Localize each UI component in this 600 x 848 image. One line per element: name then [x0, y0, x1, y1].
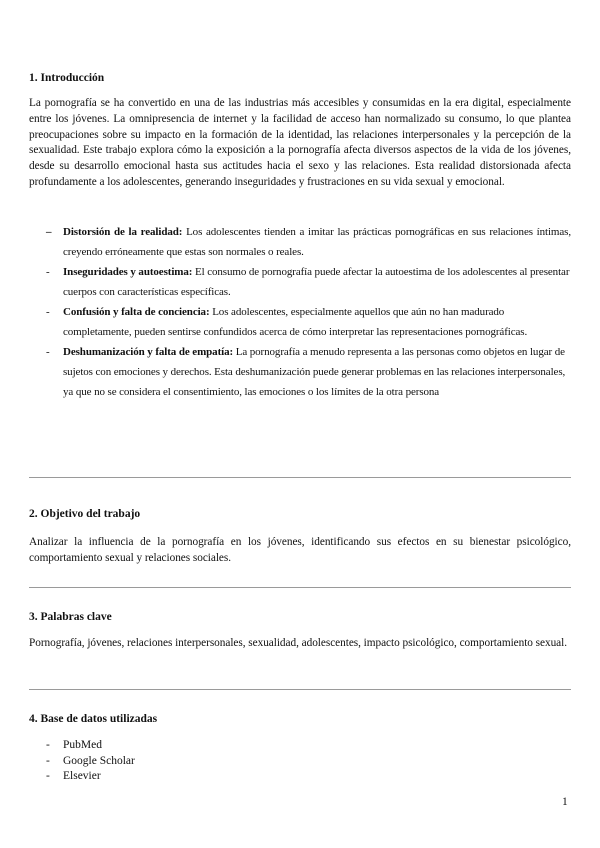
introduction-bullets	[29, 222, 571, 402]
section-heading-databases: 4. Base de datos utilizadas	[29, 713, 158, 725]
list-item	[29, 262, 571, 302]
section-heading-introduction: 1. Introducción	[29, 72, 105, 84]
databases-list	[29, 738, 571, 785]
bullet-text: El consumo de pornografía puede afectar la autoestima de los adolescentes al presentar cuerpos con características específicas.	[63, 266, 570, 298]
introduction-paragraph: La pornografía se ha convertido en una de las industrias más accesibles y consumidas en la era digital, especialmente entre los jóvenes. La omnipresencia de internet y la facilidad de acceso han normalizado su consumo, lo que plantea preocupaciones sobre su impacto en la formación de la identidad, las relaciones interpersonales y la percepción de la sexualidad. Este trabajo explora cómo la exposición a la pornografía afecta diversos aspectos de la vida de los jóvenes, desde su desarrollo emocional hasta sus actitudes hacia el sexo y las relaciones. Esta realidad distorsionada afecta profundamente a los adolescentes, generando inseguridades y frustraciones en su vida sexual y emocional.	[29, 97, 571, 188]
bullet-term: Distorsión de la realidad:	[63, 226, 183, 238]
bullet-marker: -	[46, 266, 50, 278]
bullet-marker: -	[46, 770, 50, 782]
list-item	[29, 738, 571, 754]
section-divider	[29, 689, 571, 690]
objective-body	[29, 535, 571, 567]
database-name: Google Scholar	[63, 754, 135, 767]
list-item	[29, 302, 571, 342]
bullet-term: Confusión y falta de conciencia:	[63, 306, 210, 318]
bullet-marker: -	[46, 306, 50, 318]
page-number: 1	[562, 796, 568, 808]
bullet-marker: -	[46, 739, 50, 751]
bullet-marker: –	[46, 226, 52, 238]
section-objective	[29, 507, 571, 521]
list-item	[29, 222, 571, 262]
bullet-marker: -	[46, 754, 50, 767]
section-divider	[29, 587, 571, 588]
section-keywords	[29, 610, 571, 624]
section-divider	[29, 477, 571, 478]
section-heading-objective: 2. Objetivo del trabajo	[29, 508, 141, 520]
list-item	[29, 754, 571, 770]
bullet-text: Los adolescentes, especialmente aquellos que aún no han madurado completamente, pueden sentirse confundidos acerca de cómo interpretar las representaciones pornográficas.	[63, 306, 528, 338]
bullet-marker: -	[46, 346, 50, 358]
database-name: PubMed	[63, 739, 102, 751]
keywords-body	[29, 636, 571, 652]
bullet-text: La pornografía a menudo representa a las personas como objetos en lugar de sujetos con emociones y derechos. Esta deshumanización puede generar problemas en las relaciones interpersonales, ya que no se considera el consentimiento, las emociones o los límites de la otra persona	[63, 346, 566, 398]
list-item	[29, 769, 571, 785]
section-databases	[29, 712, 571, 726]
introduction-body	[29, 96, 571, 191]
keywords-paragraph: Pornografía, jóvenes, relaciones interpersonales, sexualidad, adolescentes, impacto psicológico, comportamiento sexual.	[29, 637, 568, 649]
database-name: Elsevier	[63, 770, 101, 782]
objective-paragraph: Analizar la influencia de la pornografía en los jóvenes, identificando sus efectos en su bienestar psicológico, comportamiento sexual y relaciones sociales.	[29, 536, 571, 564]
bullet-term: Inseguridades y autoestima:	[63, 266, 193, 278]
section-heading-keywords: 3. Palabras clave	[29, 611, 112, 623]
list-item	[29, 342, 571, 402]
bullet-text: Los adolescentes tienden a imitar las prácticas pornográficas en sus relaciones íntimas, creyendo erróneamente que estas son normales o reales.	[63, 226, 571, 258]
bullet-term: Deshumanización y falta de empatía:	[63, 346, 234, 358]
section-introduction	[29, 71, 571, 85]
